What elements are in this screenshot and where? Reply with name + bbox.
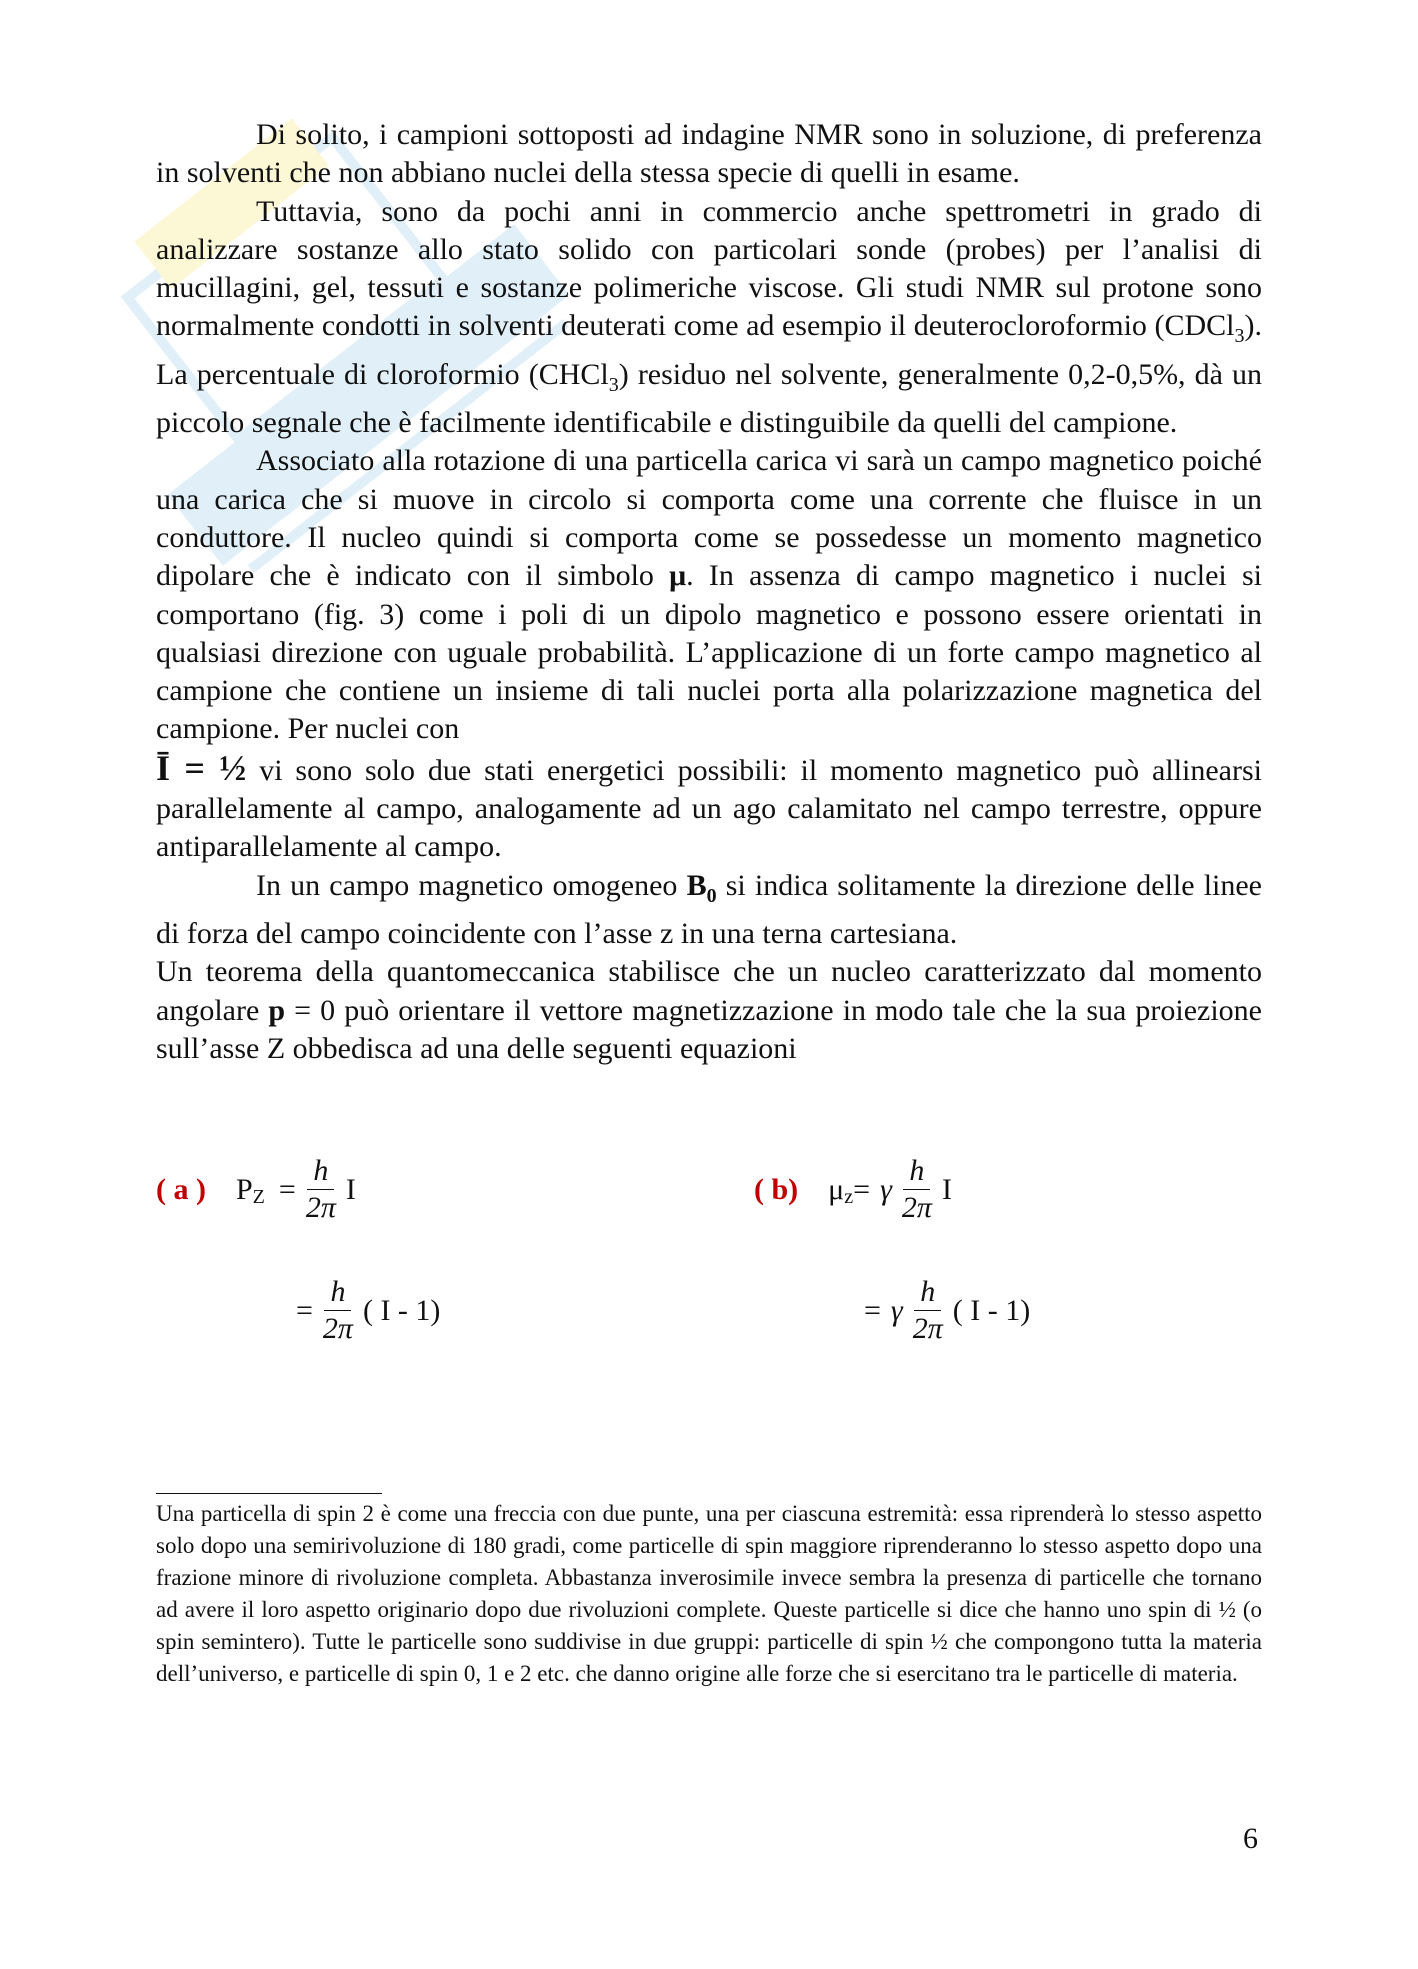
paragraph-4: In un campo magnetico omogeneo $B_0$ si indica solitamente la direzione delle linee di forza del campo coincidente con l’asse z in una terna cartesiana.: [156, 868, 1262, 950]
equation-b-line1: ( b) μ z = γ $\frac{h}{2\pi}$ I: [754, 1154, 952, 1224]
paragraph-5: Un teorema della quantomeccanica stabilisce che un nucleo caratterizzato dal momento angolare p = 0 può orientare il vettore magnetizzazione in modo tale che la sua proiezione sull’asse Z obbedisca ad una delle seguenti equazioni: [156, 955, 1262, 1065]
footnote: Una particella di spin 2 è come una freccia con due punte, una per ciascuna estremità: essa riprenderà lo stesso aspetto solo dopo una semirivoluzione di 180 gradi, come particelle di spin maggiore riprenderanno lo stesso aspetto dopo una frazione minore di rivoluzione completa. Abbastanza inverosimile invece sembra la presenza di particelle che tornano ad avere il loro aspetto originario dopo due rivoluzioni complete. Queste particelle si dice che hanno uno spin di ½ (o spin semintero). Tutte le particelle sono suddivise in due gruppi: particelle di spin ½ che compongono tutta la materia dell’universo, e particelle di spin 0, 1 e 2 etc. che danno origine alle forze che si esercitano tra le particelle di materia.: [156, 1501, 1262, 1686]
paragraph-3: Associato alla rotazione di una particella carica vi sarà un campo magnetico poiché una carica che si muove in circolo si comporta come una corrente che fluisce in un conduttore. Il nucleo quindi si comporta come se possedesse un momento magnetico dipolare che è indicato con il simbolo μ. In assenza di campo magnetico i nuclei si comportano (fig. 3) come i poli di un dipolo magnetico e possono essere orientati in qualsiasi direzione con uguale probabilità. L’applicazione di un forte campo magnetico al campione che contiene un insieme di tali nuclei porta alla polarizzazione magnetica del campione. Per nuclei con: [156, 444, 1263, 746]
footnote-separator: [156, 1493, 382, 1494]
equation-a-line2: = $\frac{h}{2\pi}$ ( I - 1): [296, 1275, 441, 1345]
equation-b-label: ( b): [754, 1172, 799, 1206]
equation-b-line2: = γ $\frac{h}{2\pi}$ ( I - 1): [864, 1275, 1031, 1345]
equation-a-label: ( a ): [156, 1172, 206, 1206]
body-text: [156, 116, 1262, 1068]
paragraph-3-continuation: Ī = ½ vi sono solo due stati energetici possibili: il momento magnetico può allinearsi parallelamente al campo, analogamente ad un ago calamitato nel campo terrestre, oppure antiparallelamente al campo.: [156, 747, 1262, 864]
paragraph-1: Di solito, i campioni sottoposti ad indagine NMR sono in soluzione, di preferenza in solventi che non abbiano nuclei della stessa specie di quelli in esame.: [156, 118, 1262, 190]
paragraph-2: Tuttavia, sono da pochi anni in commercio anche spettrometri in grado di analizzare sostanze allo stato solido con particolari sonde (probes) per l’analisi di mucillagini, gel, tessuti e sostanze polimeriche viscose. Gli studi NMR sul protone sono normalmente condotti in solventi deuterati come ad esempio il deuterocloroformio (CDCl$_3$). La percentuale di cloroformio (CHCl$_3$) residuo nel solvente, generalmente 0,2-0,5%, dà un piccolo segnale che è facilmente identificabile e distinguibile da quelli del campione.: [156, 194, 1262, 440]
equation-a-line1: ( a ) P Z = $\frac{h}{2\pi}$ I: [156, 1154, 356, 1224]
page-number: 6: [1243, 1822, 1258, 1855]
